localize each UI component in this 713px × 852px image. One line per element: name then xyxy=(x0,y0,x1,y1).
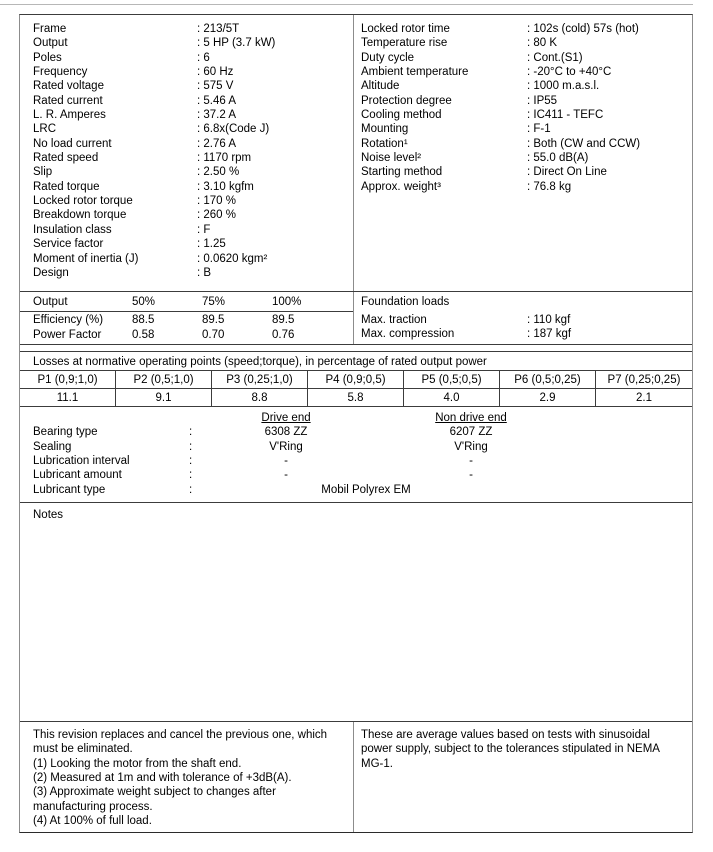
spec-value: : 37.2 A xyxy=(197,109,237,122)
spec-label: Approx. weight³ xyxy=(361,180,441,193)
spec-row xyxy=(20,122,353,136)
footer-note-line: must be eliminated. xyxy=(33,743,133,756)
losses-value-cell: 11.1 xyxy=(20,389,116,406)
spec-label: Duty cycle xyxy=(361,51,415,64)
spec-value: : 102s (cold) 57s (hot) xyxy=(527,23,639,35)
losses-values-row xyxy=(20,389,692,406)
spec-value: : 3.10 kgfm xyxy=(197,180,254,193)
spec-row xyxy=(354,137,692,151)
bearings-header-spacer xyxy=(33,411,201,425)
spec-label: Slip xyxy=(33,166,53,179)
performance-value-100: 89.5 xyxy=(272,314,295,326)
spec-row xyxy=(354,22,692,36)
spec-value: : Cont.(S1) xyxy=(527,51,583,64)
bearings-label: Bearing type xyxy=(33,426,98,439)
spec-row xyxy=(20,137,353,151)
footer-left-notes xyxy=(20,722,354,832)
losses-header-cell: P3 (0,25;1,0) xyxy=(212,371,308,388)
spec-label: Frame xyxy=(33,23,67,35)
spec-value: : 1170 rpm xyxy=(197,152,252,165)
performance-row-label: Power Factor xyxy=(33,329,102,342)
spec-row xyxy=(20,266,353,280)
spec-value: : F xyxy=(197,223,211,236)
spec-column-left xyxy=(20,15,354,291)
footer-note-line: MG-1. xyxy=(361,757,393,770)
spec-label: L. R. Amperes xyxy=(33,109,106,122)
spec-value: : 1000 m.a.s.l. xyxy=(527,80,600,93)
spec-value: : 575 V xyxy=(197,80,234,93)
spec-label: Rated voltage xyxy=(33,80,104,93)
spec-row xyxy=(20,36,353,50)
losses-header-cell: P6 (0,5;0,25) xyxy=(500,371,596,388)
notes-title: Notes xyxy=(33,509,64,521)
foundation-title-row xyxy=(354,292,692,313)
spec-value: : B xyxy=(197,266,212,279)
spec-value: : 5 HP (3.7 kW) xyxy=(197,37,276,50)
spec-label: Rated speed xyxy=(33,152,99,165)
spec-label: Cooling method xyxy=(361,109,442,122)
foundation-row xyxy=(354,313,692,327)
bearings-colon: : xyxy=(189,469,193,482)
spec-value: : 213/5T xyxy=(197,23,240,35)
performance-row-label: Efficiency (%) xyxy=(33,314,104,326)
spec-row xyxy=(20,51,353,65)
spec-row xyxy=(20,223,353,237)
spec-row xyxy=(20,165,353,179)
datasheet-frame xyxy=(19,14,693,833)
losses-header-cell: P2 (0,5;1,0) xyxy=(116,371,212,388)
foundation-row xyxy=(354,327,692,341)
spec-row xyxy=(354,36,692,50)
bearings-non-drive-end-value: V'Ring xyxy=(454,440,488,453)
spec-row xyxy=(20,180,353,194)
spec-label: Frequency xyxy=(33,66,88,79)
foundation-value: : 187 kgf xyxy=(527,328,572,341)
spec-value: : 76.8 kg xyxy=(527,180,572,193)
bearings-drive-end-value: - xyxy=(284,469,288,482)
losses-header-cell: P1 (0,9;1,0) xyxy=(20,371,116,388)
spec-row xyxy=(354,108,692,122)
foundation-title: Foundation loads xyxy=(361,296,450,308)
performance-row xyxy=(20,313,353,327)
spec-value: : 5.46 A xyxy=(197,94,237,107)
footer-note-line: manufacturing process. xyxy=(33,800,153,813)
footer-note-line: (2) Measured at 1m and with tolerance of +3dB(A). xyxy=(33,772,292,785)
performance-value-50: 88.5 xyxy=(132,314,155,326)
performance-value-50: 0.58 xyxy=(132,329,155,342)
losses-value-cell: 8.8 xyxy=(212,389,308,406)
spec-value: : 170 % xyxy=(197,195,236,208)
spec-row xyxy=(20,94,353,108)
spec-value: : Both (CW and CCW) xyxy=(527,137,641,150)
performance-value-75: 0.70 xyxy=(202,329,225,342)
spec-row xyxy=(20,65,353,79)
spec-label: Ambient temperature xyxy=(361,66,469,79)
bearings-row xyxy=(20,468,692,482)
footer-right-notes xyxy=(354,722,692,832)
spec-value: : 60 Hz xyxy=(197,66,234,79)
spec-row xyxy=(20,79,353,93)
page-edge-line xyxy=(0,4,693,5)
performance-header-row xyxy=(20,292,353,312)
bearings-label: Lubrication interval xyxy=(33,455,130,468)
spec-row xyxy=(354,51,692,65)
losses-value-cell: 4.0 xyxy=(404,389,500,406)
spec-value: : 2.50 % xyxy=(197,166,240,179)
bearings-non-drive-end-value: - xyxy=(469,469,473,482)
bearings-non-drive-end-value: - xyxy=(469,455,473,468)
bearings-label: Lubricant amount xyxy=(33,469,122,482)
spec-label: LRC xyxy=(33,123,57,136)
performance-col-100: 100% xyxy=(272,296,302,308)
bearings-colon: : xyxy=(189,483,193,496)
foundation-value: : 110 kgf xyxy=(527,314,571,326)
bearings-label: Sealing xyxy=(33,440,72,453)
losses-header-cell: P7 (0,25;0,25) xyxy=(607,373,681,386)
spec-value: : 6 xyxy=(197,51,210,64)
spec-label: Rotation¹ xyxy=(361,137,408,150)
bearings-drive-end-value: - xyxy=(284,455,288,468)
spec-section xyxy=(20,15,692,292)
foundation-label: Max. compression xyxy=(361,328,455,341)
spec-label: Poles xyxy=(33,51,62,64)
performance-col-75: 75% xyxy=(202,296,226,308)
bearings-section xyxy=(20,407,692,503)
foundation-loads xyxy=(354,292,692,344)
performance-col-50: 50% xyxy=(132,296,156,308)
spec-row xyxy=(20,252,353,266)
performance-table xyxy=(20,292,354,344)
losses-value-cell: 2.1 xyxy=(636,391,652,404)
spec-label: Insulation class xyxy=(33,223,112,236)
spec-label: Design xyxy=(33,266,69,279)
spec-label: Altitude xyxy=(361,80,400,93)
bearings-drive-end-value: V'Ring xyxy=(269,440,303,453)
notes-section xyxy=(20,503,692,722)
lubricant-type-value: Mobil Polyrex EM xyxy=(321,483,411,496)
spec-value: : 55.0 dB(A) xyxy=(527,152,589,165)
spec-label: Rated torque xyxy=(33,180,100,193)
spec-row xyxy=(354,122,692,136)
losses-value-cell: 5.8 xyxy=(308,389,404,406)
performance-value-75: 89.5 xyxy=(202,314,225,326)
losses-value-cell: 9.1 xyxy=(116,389,212,406)
performance-header-label: Output xyxy=(33,296,68,308)
bearings-header-row xyxy=(20,411,692,425)
drive-end-header: Drive end xyxy=(261,412,311,424)
footer-note-line: This revision replaces and cancel the previous one, which xyxy=(33,729,328,741)
losses-table xyxy=(20,351,692,407)
lubricant-type-row xyxy=(20,483,692,497)
spec-row xyxy=(354,65,692,79)
spec-row xyxy=(20,108,353,122)
spec-label: Mounting xyxy=(361,123,409,136)
spec-label: Starting method xyxy=(361,166,443,179)
spec-value: : 1.25 xyxy=(197,238,226,251)
lubricant-type-label: Lubricant type xyxy=(33,483,106,496)
spec-row xyxy=(354,180,692,194)
losses-header-cell: P4 (0,9;0,5) xyxy=(308,371,404,388)
spec-row xyxy=(20,208,353,222)
spec-value: : 260 % xyxy=(197,209,236,222)
spec-row xyxy=(354,165,692,179)
footer-note-line: These are average values based on tests with sinusoidal xyxy=(361,729,650,741)
spec-row xyxy=(20,194,353,208)
spec-label: No load current xyxy=(33,137,112,150)
foundation-label: Max. traction xyxy=(361,314,427,326)
spec-label: Moment of inertia (J) xyxy=(33,252,139,265)
footer-note-line: power supply, subject to the tolerances stipulated in NEMA xyxy=(361,743,660,756)
footer-note-line: (1) Looking the motor from the shaft end. xyxy=(33,757,242,770)
spec-label: Locked rotor torque xyxy=(33,195,133,208)
losses-title: Losses at normative operating points (speed;torque), in percentage of rated output power xyxy=(20,352,692,371)
spec-label: Output xyxy=(33,37,68,50)
bearings-colon: : xyxy=(189,440,193,453)
bearings-row xyxy=(20,454,692,468)
footer-note-line: (3) Approximate weight subject to changes after xyxy=(33,786,276,799)
bearings-colon: : xyxy=(189,426,193,439)
spec-label: Temperature rise xyxy=(361,37,448,50)
spec-column-right xyxy=(354,15,692,291)
spec-label: Rated current xyxy=(33,94,103,107)
spec-label: Noise level² xyxy=(361,152,422,165)
spec-label: Service factor xyxy=(33,238,104,251)
footer-note-line: (4) At 100% of full load. xyxy=(33,815,152,828)
spec-value: : 0.0620 kgm² xyxy=(197,252,268,265)
spec-value: : IP55 xyxy=(527,94,558,107)
bearings-drive-end-value: 6308 ZZ xyxy=(264,426,308,439)
bearings-row xyxy=(20,425,692,439)
spec-value: : 2.76 A xyxy=(197,137,237,150)
footer-section xyxy=(20,722,692,832)
bearings-row xyxy=(20,440,692,454)
bearings-non-drive-end-value: 6207 ZZ xyxy=(449,426,493,439)
non-drive-end-header: Non drive end xyxy=(435,412,507,424)
spec-label: Breakdown torque xyxy=(33,209,127,222)
bearings-colon: : xyxy=(189,455,193,468)
spec-label: Locked rotor time xyxy=(361,23,450,35)
performance-value-100: 0.76 xyxy=(272,329,295,342)
spec-row xyxy=(20,151,353,165)
spec-row xyxy=(354,151,692,165)
performance-row xyxy=(20,328,353,342)
losses-header-row xyxy=(20,371,692,389)
spec-value: : -20°C to +40°C xyxy=(527,66,612,79)
spec-row xyxy=(20,22,353,36)
performance-body xyxy=(20,313,353,343)
spec-row xyxy=(354,94,692,108)
losses-header-cell: P5 (0,5;0,5) xyxy=(404,371,500,388)
spec-row xyxy=(20,237,353,251)
foundation-body xyxy=(354,313,692,342)
performance-section xyxy=(20,292,692,345)
spec-value: : IC411 - TEFC xyxy=(527,109,604,122)
spec-value: : 6.8x(Code J) xyxy=(197,123,270,136)
spec-value: : Direct On Line xyxy=(527,166,607,179)
bearings-body xyxy=(20,425,692,482)
spec-value: : 80 K xyxy=(527,37,558,50)
spec-value: : F-1 xyxy=(527,123,551,136)
spec-label: Protection degree xyxy=(361,94,452,107)
spec-row xyxy=(354,79,692,93)
losses-value-cell: 2.9 xyxy=(500,389,596,406)
